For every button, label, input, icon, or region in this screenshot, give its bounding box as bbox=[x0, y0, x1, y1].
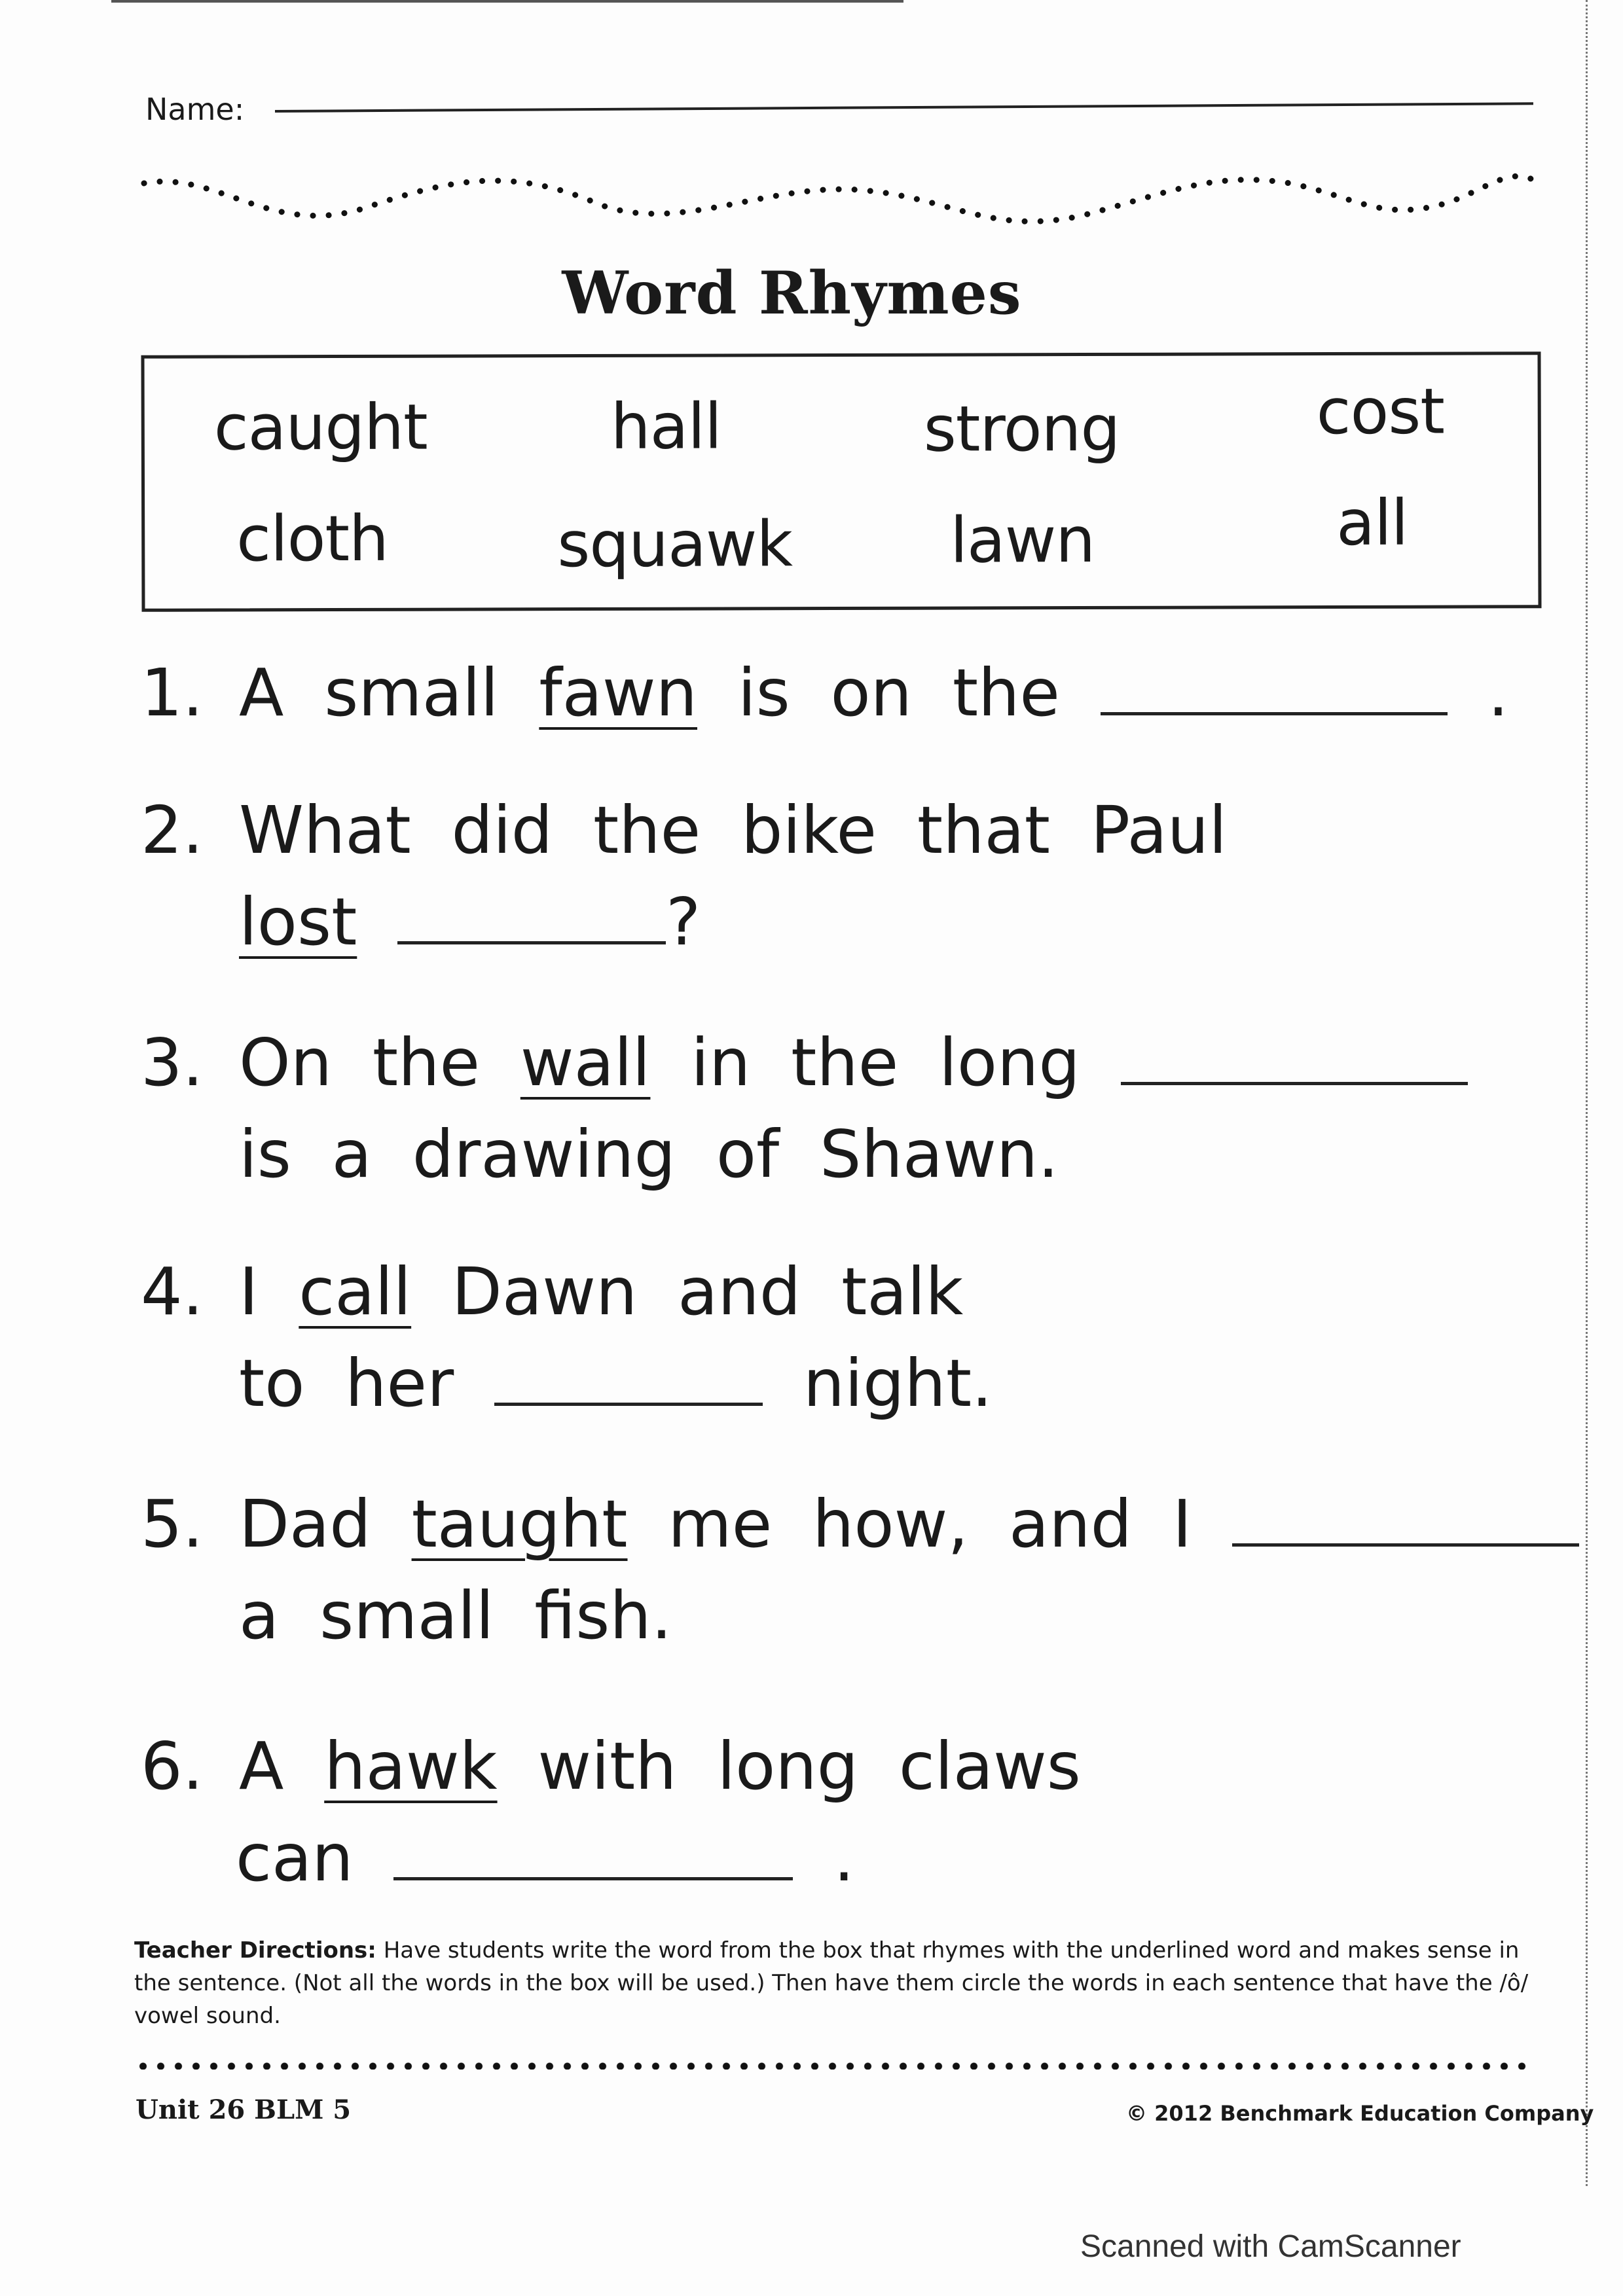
question-1 bbox=[141, 655, 1508, 731]
question-text: me how, and I bbox=[668, 1486, 1192, 1562]
word-box-item[interactable]: squawk bbox=[557, 507, 793, 582]
question-number: 3. bbox=[141, 1024, 204, 1101]
underlined-word[interactable]: wall bbox=[520, 1024, 651, 1101]
page-title bbox=[0, 259, 1623, 328]
question-text: is on the bbox=[737, 655, 1060, 731]
answer-blank[interactable] bbox=[494, 1396, 763, 1406]
directions-text: Have students write the word from the box that rhymes with the underlined word and makes sense in the sentence. (Not all the words in the box will be used.) Then have them circle the words in each sentence that have the /ô/ vowel sound. bbox=[134, 1937, 1529, 2029]
unit-label: Unit 26 BLM 5 bbox=[136, 2094, 352, 2125]
answer-blank[interactable] bbox=[1101, 706, 1448, 715]
question-text: night. bbox=[803, 1345, 993, 1422]
question-3-line-2 bbox=[239, 1116, 1059, 1193]
question-text: a small fish. bbox=[239, 1577, 672, 1654]
question-text: Dawn and talk bbox=[451, 1253, 964, 1330]
question-3 bbox=[141, 1024, 1468, 1101]
answer-blank[interactable] bbox=[397, 935, 666, 944]
page-right-edge bbox=[1586, 0, 1588, 2186]
answer-blank[interactable] bbox=[393, 1871, 793, 1880]
question-number: 1. bbox=[141, 655, 204, 731]
word-box-item[interactable]: all bbox=[1336, 486, 1408, 560]
word-box-item[interactable]: lawn bbox=[950, 503, 1095, 577]
word-box-item[interactable]: caught bbox=[213, 390, 428, 465]
question-punct: . bbox=[833, 1820, 855, 1896]
question-number: 5. bbox=[141, 1486, 204, 1562]
copyright: © 2012 Benchmark Education Company bbox=[1126, 2101, 1594, 2126]
question-text: A small bbox=[239, 655, 499, 731]
word-box-item[interactable]: hall bbox=[610, 389, 721, 463]
question-text: What did the bike that Paul bbox=[239, 792, 1227, 869]
scanner-watermark: Scanned with CamScanner bbox=[1080, 2229, 1461, 2264]
dotted-divider bbox=[134, 2062, 1532, 2070]
answer-blank[interactable] bbox=[1121, 1075, 1468, 1085]
word-box-item[interactable]: cost bbox=[1316, 374, 1445, 449]
page-title-text: Word Rhymes bbox=[562, 259, 1022, 328]
dotted-wave-border bbox=[137, 144, 1552, 236]
name-label: Name: bbox=[145, 92, 245, 127]
question-number: 6. bbox=[141, 1728, 204, 1804]
question-2-line-2 bbox=[239, 884, 701, 960]
question-6-line-2 bbox=[236, 1820, 854, 1896]
question-number: 4. bbox=[141, 1253, 204, 1330]
underlined-word[interactable]: lost bbox=[239, 884, 357, 960]
question-text: I bbox=[239, 1253, 259, 1330]
teacher-directions bbox=[134, 1934, 1529, 2032]
question-punct: . bbox=[1487, 655, 1509, 731]
word-box-item[interactable]: strong bbox=[923, 391, 1120, 466]
question-text: can bbox=[236, 1820, 354, 1896]
question-5 bbox=[141, 1486, 1579, 1562]
question-6 bbox=[141, 1728, 1081, 1804]
underlined-word[interactable]: fawn bbox=[539, 655, 698, 731]
question-text: with long claws bbox=[538, 1728, 1081, 1804]
directions-label: Teacher Directions: bbox=[134, 1937, 376, 1964]
question-text: A bbox=[239, 1728, 284, 1804]
underlined-word[interactable]: call bbox=[299, 1253, 412, 1330]
answer-blank[interactable] bbox=[1232, 1537, 1579, 1547]
question-punct: ? bbox=[666, 884, 701, 960]
question-4-line-2 bbox=[239, 1345, 993, 1422]
underlined-word[interactable]: hawk bbox=[324, 1728, 498, 1804]
question-text: is a drawing of Shawn. bbox=[239, 1116, 1059, 1193]
question-text: Dad bbox=[239, 1486, 371, 1562]
word-box bbox=[141, 351, 1541, 612]
question-5-line-2 bbox=[239, 1577, 672, 1654]
question-2 bbox=[141, 792, 1227, 869]
word-box-item[interactable]: cloth bbox=[236, 501, 389, 576]
top-edge-line bbox=[111, 0, 903, 3]
question-text: to her bbox=[239, 1345, 454, 1422]
question-text: in the long bbox=[691, 1024, 1080, 1101]
question-number: 2. bbox=[141, 792, 204, 869]
question-4 bbox=[141, 1253, 963, 1330]
underlined-word[interactable]: taught bbox=[411, 1486, 628, 1562]
question-text: On the bbox=[239, 1024, 480, 1101]
